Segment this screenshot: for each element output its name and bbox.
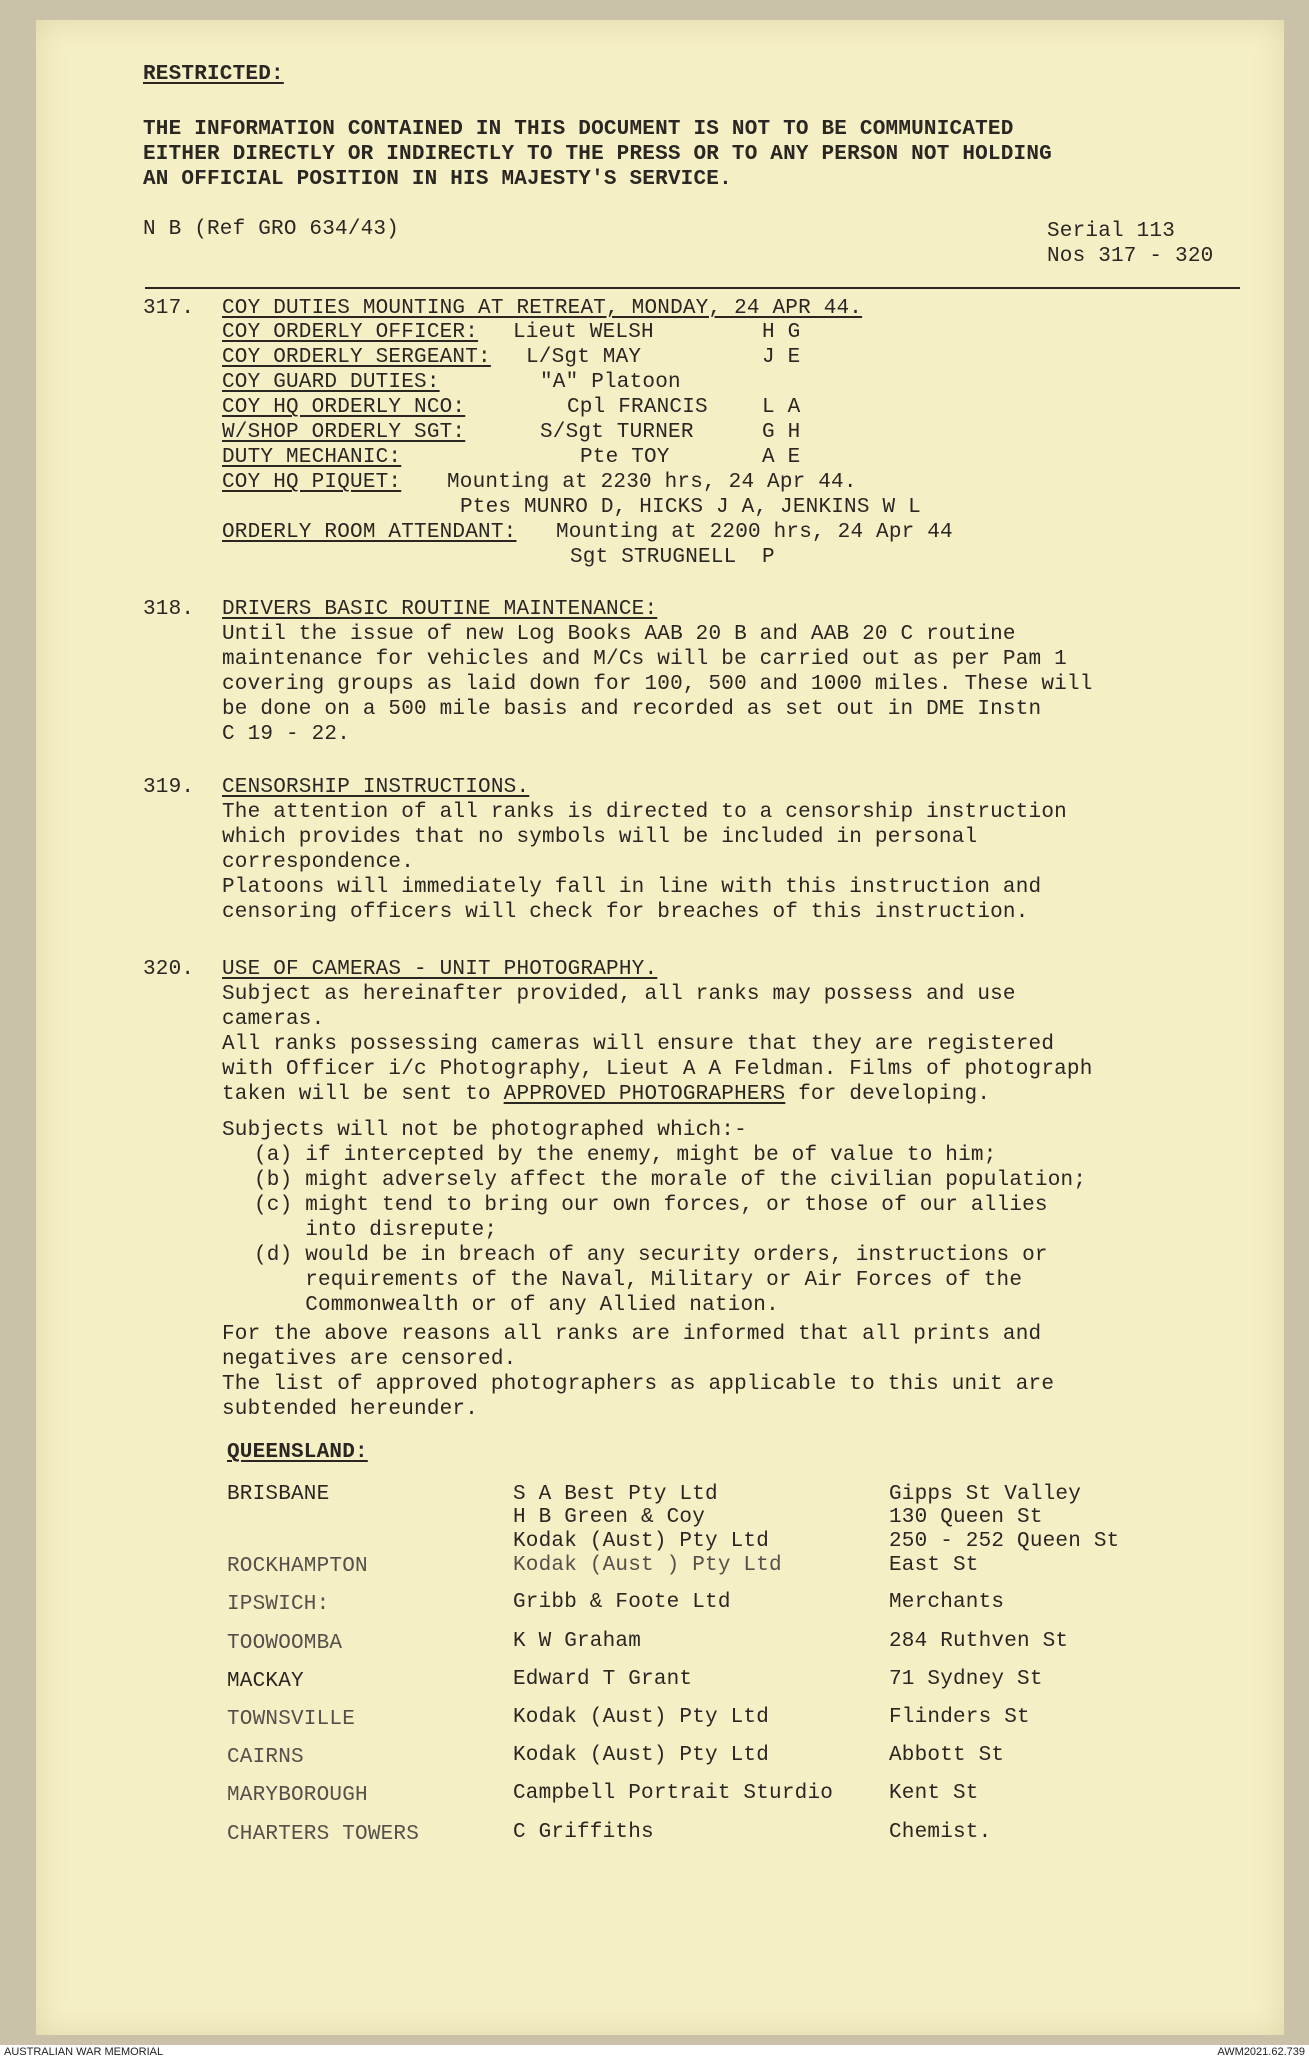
photographer-name: C Griffiths [513, 1821, 654, 1844]
photographer-address: 284 Ruthven St [889, 1630, 1069, 1653]
photographer-address: Flinders St [889, 1706, 1030, 1729]
paragraph-line: be done on a 500 mile basis and recorded as set out in DME Instn [222, 698, 1042, 721]
approved-photographers-ref: APPROVED PHOTOGRAPHERS [503, 1083, 786, 1106]
list-item: (c) might tend to bring our own forces, or those of our allies [254, 1194, 1048, 1217]
paragraph-line: with Officer i/c Photography, Lieut A A Feldman. Films of photograph [222, 1058, 1093, 1081]
photographer-name: Kodak (Aust ) Pty Ltd [513, 1554, 782, 1577]
duty-person: L/Sgt MAY [526, 346, 642, 369]
section-title: CENSORSHIP INSTRUCTIONS. [222, 776, 530, 799]
paragraph-line: The list of approved photographers as applicable to this unit are [222, 1373, 1055, 1396]
paragraph-line: Until the issue of new Log Books AAB 20 B and AAB 20 C routine [222, 623, 1016, 646]
text-fragment: for developing. [785, 1083, 991, 1106]
order-numbers: Nos 317 - 320 [1047, 245, 1214, 268]
duty-initials: G H [762, 421, 801, 444]
piquet-time: Mounting at 2230 hrs, 24 Apr 44. [447, 471, 857, 494]
photographer-address: 130 Queen St [889, 1506, 1043, 1529]
section-title: DRIVERS BASIC ROUTINE MAINTENANCE: [222, 598, 658, 621]
list-item: (a) if intercepted by the enemy, might be of value to him; [254, 1144, 997, 1167]
accession-number: AWM2021.62.739 [1217, 2046, 1305, 2058]
paragraph-line: C 19 - 22. [222, 723, 351, 746]
photographer-name: S A Best Pty Ltd [513, 1483, 718, 1506]
photographer-address: East St [889, 1554, 979, 1577]
paragraph-line: For the above reasons all ranks are informed that all prints and [222, 1323, 1042, 1346]
photographer-name: Edward T Grant [513, 1668, 693, 1691]
section-title: USE OF CAMERAS - UNIT PHOTOGRAPHY. [222, 958, 658, 981]
town-name: TOWNSVILLE [227, 1708, 356, 1731]
list-item: requirements of the Naval, Military or Air Forces of the [254, 1269, 1023, 1292]
photographer-address: Chemist. [889, 1821, 992, 1844]
duty-label: COY HQ ORDERLY NCO: [222, 396, 466, 419]
section-number: 319. [143, 776, 195, 799]
archive-name: AUSTRALIAN WAR MEMORIAL [4, 2046, 164, 2058]
photographer-address: Gipps St Valley [889, 1483, 1082, 1506]
restricted-heading: RESTRICTED: [143, 63, 284, 86]
orderly-room-time: Mounting at 2200 hrs, 24 Apr 44 [556, 521, 953, 544]
state-heading: QUEENSLAND: [227, 1441, 368, 1464]
section-number: 318. [143, 598, 195, 621]
section-number: 317. [143, 297, 195, 320]
paragraph-line: All ranks possessing cameras will ensure that they are registered [222, 1033, 1055, 1056]
photographer-address: 250 - 252 Queen St [889, 1530, 1120, 1553]
warning-line: THE INFORMATION CONTAINED IN THIS DOCUMENT IS NOT TO BE COMMUNICATED [143, 118, 1014, 141]
duty-label: COY ORDERLY SERGEANT: [222, 346, 491, 369]
town-name: MACKAY [227, 1670, 304, 1693]
duty-person: Cpl FRANCIS [567, 396, 708, 419]
paragraph-line [222, 1082, 990, 1107]
duty-person: Lieut WELSH [513, 321, 654, 344]
town-name: ROCKHAMPTON [227, 1555, 368, 1578]
duty-initials: H G [762, 321, 801, 344]
subjects-intro: Subjects will not be photographed which:- [222, 1119, 747, 1142]
duty-person: Pte TOY [580, 446, 670, 469]
paragraph-line: censoring officers will check for breaches of this instruction. [222, 901, 1029, 924]
photographer-name: Gribb & Foote Ltd [513, 1591, 731, 1614]
warning-line: EITHER DIRECTLY OR INDIRECTLY TO THE PRESS OR TO ANY PERSON NOT HOLDING [143, 143, 1052, 166]
duty-label: COY HQ PIQUET: [222, 471, 402, 494]
header-divider [145, 287, 1240, 289]
photographer-name: H B Green & Coy [513, 1506, 706, 1529]
text-fragment: taken will be sent to [222, 1083, 504, 1106]
duty-person: S/Sgt TURNER [540, 421, 694, 444]
town-name: CHARTERS TOWERS [227, 1823, 420, 1846]
section-title: COY DUTIES MOUNTING AT RETREAT, MONDAY, 24 APR 44. [222, 297, 863, 320]
photographer-name: Kodak (Aust) Pty Ltd [513, 1744, 770, 1767]
town-name: CAIRNS [227, 1746, 304, 1769]
paragraph-line: Platoons will immediately fall in line with this instruction and [222, 876, 1042, 899]
warning-line: AN OFFICIAL POSITION IN HIS MAJESTY'S SERVICE. [143, 168, 732, 191]
photographer-address: Abbott St [889, 1744, 1005, 1767]
reference-note: N B (Ref GRO 634/43) [143, 218, 400, 241]
town-name: IPSWICH: [227, 1593, 330, 1616]
paragraph-line: maintenance for vehicles and M/Cs will be carried out as per Pam 1 [222, 648, 1067, 671]
paragraph-line: Subject as hereinafter provided, all ranks may possess and use [222, 983, 1016, 1006]
photographer-address: Merchants [889, 1591, 1005, 1614]
list-item: Commonwealth or of any Allied nation. [254, 1294, 779, 1317]
paragraph-line: covering groups as laid down for 100, 500 and 1000 miles. These will [222, 673, 1093, 696]
paragraph-line: negatives are censored. [222, 1348, 517, 1371]
duty-label: COY ORDERLY OFFICER: [222, 321, 479, 344]
list-item: into disrepute; [254, 1219, 498, 1242]
duty-label: DUTY MECHANIC: [222, 446, 402, 469]
duty-initials: A E [762, 446, 801, 469]
photographer-name: K W Graham [513, 1630, 642, 1653]
section-number: 320. [143, 958, 195, 981]
orderly-room-name: Sgt STRUGNELL P [570, 546, 775, 569]
duty-initials: J E [762, 346, 801, 369]
paragraph-line: The attention of all ranks is directed to a censorship instruction [222, 801, 1067, 824]
town-name: TOOWOOMBA [227, 1632, 343, 1655]
photographer-address: Kent St [889, 1782, 979, 1805]
paragraph-line: cameras. [222, 1008, 325, 1031]
list-item: (b) might adversely affect the morale of the civilian population; [254, 1169, 1087, 1192]
paragraph-line: which provides that no symbols will be included in personal [222, 826, 978, 849]
duty-label: ORDERLY ROOM ATTENDANT: [222, 521, 517, 544]
duty-label: COY GUARD DUTIES: [222, 371, 440, 394]
archive-footer [0, 2045, 1309, 2061]
duty-label: W/SHOP ORDERLY SGT: [222, 421, 466, 444]
paragraph-line: subtended hereunder. [222, 1398, 479, 1421]
duty-initials: L A [762, 396, 801, 419]
list-item: (d) would be in breach of any security orders, instructions or [254, 1244, 1048, 1267]
photographer-address: 71 Sydney St [889, 1668, 1043, 1691]
town-name: BRISBANE [227, 1483, 330, 1506]
town-name: MARYBOROUGH [227, 1784, 368, 1807]
piquet-names: Ptes MUNRO D, HICKS J A, JENKINS W L [460, 496, 921, 519]
photographer-name: Kodak (Aust) Pty Ltd [513, 1530, 770, 1553]
serial-number: Serial 113 [1047, 220, 1176, 243]
duty-person: "A" Platoon [540, 371, 681, 394]
photographer-name: Kodak (Aust) Pty Ltd [513, 1706, 770, 1729]
photographer-name: Campbell Portrait Sturdio [513, 1782, 834, 1805]
paragraph-line: correspondence. [222, 851, 415, 874]
